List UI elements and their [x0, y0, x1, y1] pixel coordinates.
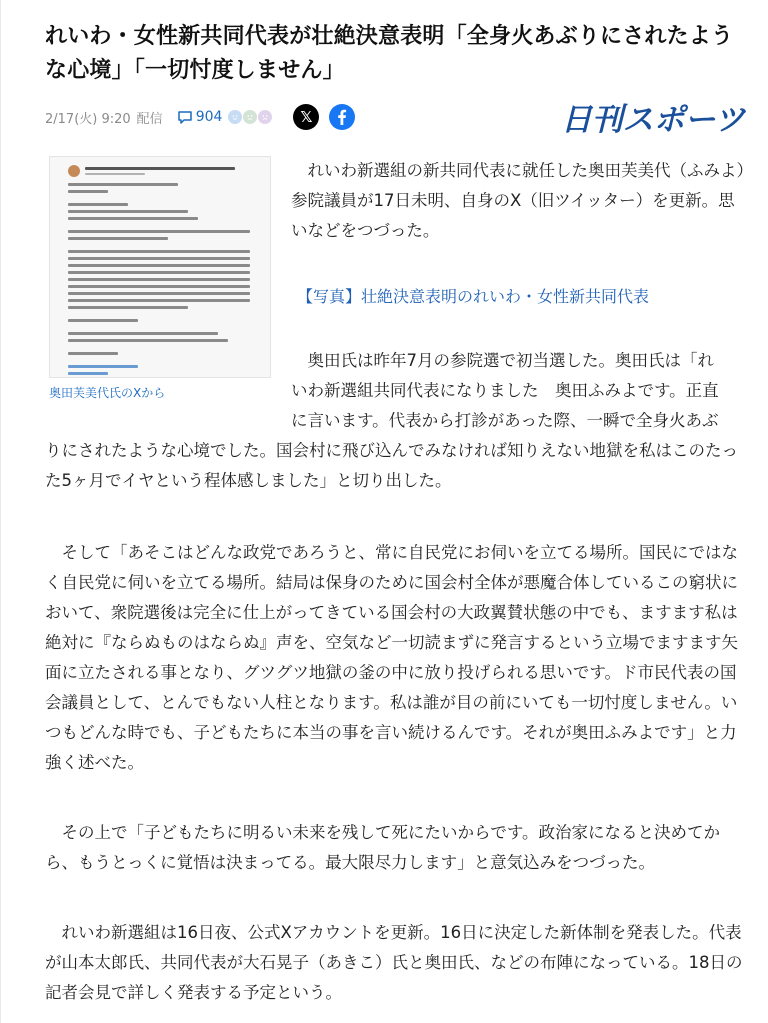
paragraph-4: その上で「子どもたちに明るい未来を残して死にたいからです。政治家になると決めてから、もうとっくに覚悟は決まってる。最大限尽力します」と意気込みをつづった。: [45, 823, 721, 872]
reaction-icons[interactable]: [228, 110, 273, 124]
paragraph-2-rest: りにされたような心境でした。国会村に飛び込んでみなければ知りえない地獄を私はこのたった5ヶ月でイヤという程体感しました」と切り出した。: [45, 441, 738, 490]
article-meta: [45, 104, 365, 130]
comment-icon: [177, 110, 193, 125]
thinking-face-icon: [243, 110, 257, 124]
share-facebook-button[interactable]: [329, 104, 355, 130]
facebook-logo-icon: [329, 104, 355, 130]
publish-date: 2/17(火) 9:20: [45, 111, 131, 127]
sad-face-icon: [258, 110, 272, 124]
paragraph-2: [45, 346, 751, 496]
photo-caption: 奥田芙美代氏のXから: [49, 386, 166, 400]
x-logo-icon: 𝕏: [300, 108, 313, 126]
publish-label: 配信: [136, 111, 163, 127]
paragraph-2-line-3: に言います。代表から打診があった際、一瞬で全身火あぶ: [291, 411, 719, 430]
comment-link[interactable]: [177, 109, 223, 125]
nikkan-sports-logo[interactable]: [559, 96, 749, 138]
photo-gallery-link[interactable]: 【写真】壮絶決意表明のれいわ・女性新共同代表: [297, 287, 650, 306]
logo-text: 日刊スポーツ: [561, 102, 747, 138]
paragraph-5: れいわ新選組は16日夜、公式Xアカウントを更新。16日に決定した新体制を発表した。代表が山本太郎氏、共同代表が大石晃子（あきこ）氏と奥田氏、などの布陣になっている。18日の記者会見で詳しく発表する予定という。: [45, 923, 743, 1002]
article-photo[interactable]: [49, 156, 271, 378]
article-title: れいわ・女性新共同代表が壮絶決意表明「全身火あぶりにされたような心境」「一切忖度しません」: [45, 24, 734, 83]
share-x-button[interactable]: [293, 104, 319, 130]
avatar: [68, 165, 80, 177]
comment-count: 904: [195, 109, 223, 125]
paragraph-2-line-1: 奥田氏は昨年7月の参院選で初当選した。奥田氏は「れ: [307, 351, 714, 370]
paragraph-1: れいわ新選組の新共同代表に就任した奥田芙美代（ふみよ）参院議員が17日未明、自身のX（旧ツイッター）を更新。思いなどをつづった。: [291, 161, 745, 240]
smile-face-icon: [228, 110, 242, 124]
paragraph-2-line-2: いわ新選組共同代表になりました 奥田ふみよです。正直: [291, 381, 719, 400]
paragraph-3: そして「あそこはどんな政党であろうと、常に自民党にお伺いを立てる場所。国民にではなく自民党に伺いを立てる場所。結局は保身のために国会村全体が悪魔合体しているこの窮状において、衆院選後は完全に仕上がってきている国会村の大政翼賛状態の中でも、ますます私は絶対に『ならぬものはならぬ』声を、空気など一切読まずに発言するという立場でますます矢面に立たされる事となり、グツグツ地獄の釜の中に放り投げられる思いです。ド市民代表の国会議員として、とんでもない人柱となります。私は誰が目の前にいても一切忖度しません。いつもどんな時でも、子どもたちに本当の事を言い続けるんです。それが奥田ふみよです」と力強く述べた。: [45, 543, 738, 772]
